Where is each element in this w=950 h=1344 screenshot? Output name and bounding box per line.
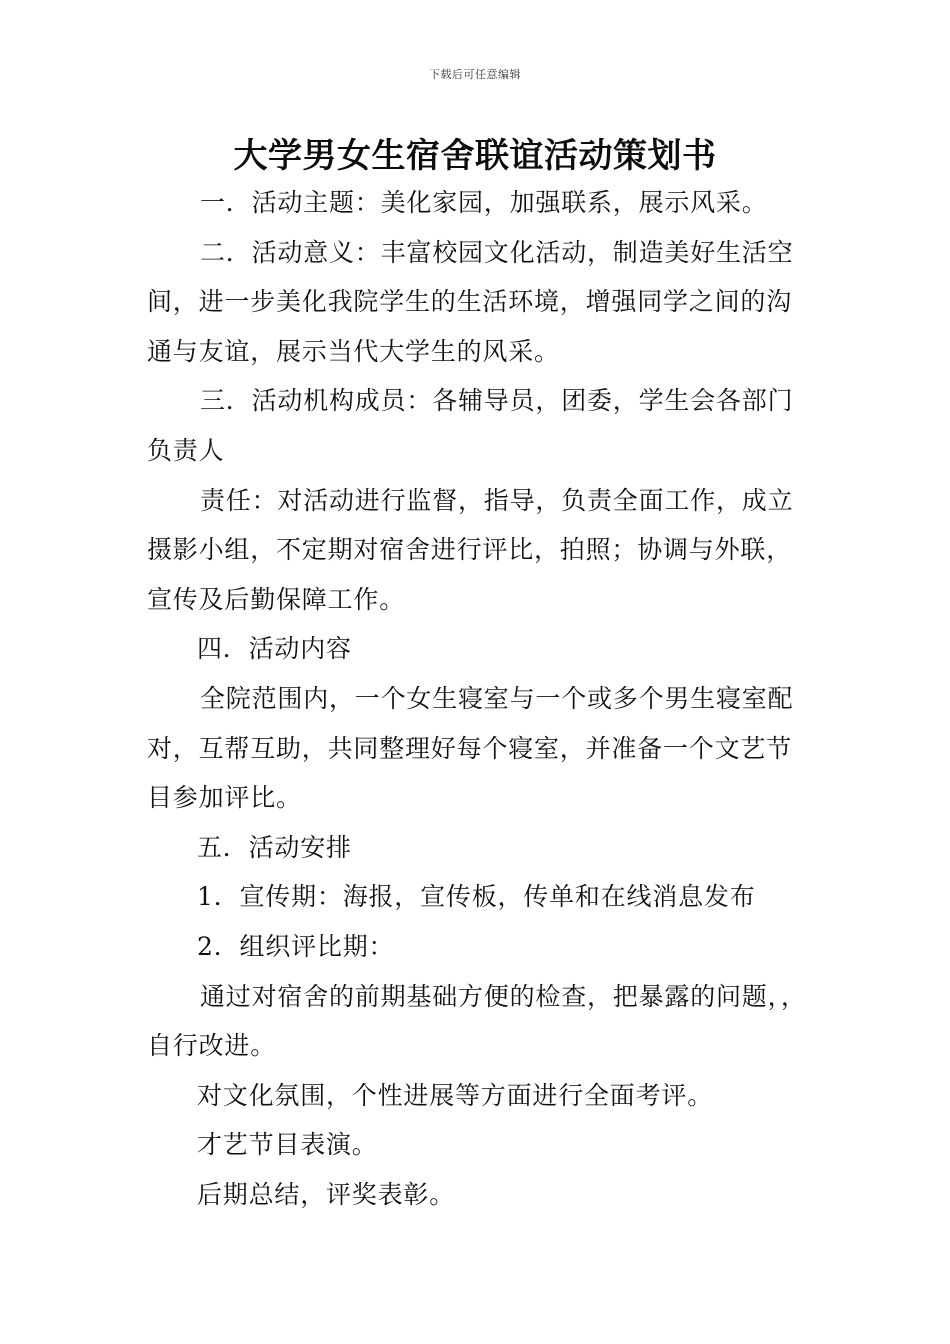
paragraph-inspection — [147, 972, 823, 1071]
paragraph-performance — [147, 1120, 823, 1170]
paragraph-line: 自行改进。 — [147, 1031, 277, 1061]
paragraph-content — [147, 674, 823, 823]
document-title: 大学男女生宿舍联谊活动策划书 — [233, 136, 717, 176]
paragraph-line: 1．宣传期：海报，宣传板，传单和在线消息发布 — [197, 882, 756, 912]
paragraph-line: 全院范围内，一个女生寝室与一个或多个男生寝室配 — [200, 683, 794, 713]
paragraph-arrangement-heading — [147, 823, 823, 873]
paragraph-line: 才艺节目表演。 — [197, 1130, 378, 1160]
paragraph-members — [147, 376, 823, 475]
paragraph-content-heading — [147, 624, 823, 674]
paragraph-culture — [147, 1071, 823, 1121]
paragraph-line: 二．活动意义：丰富校园文化活动，制造美好生活空 — [200, 237, 794, 267]
paragraph-theme — [147, 178, 823, 228]
paragraph-line: 负责人 — [147, 435, 225, 465]
document-body — [147, 178, 823, 1219]
paragraph-line: 通与友谊，展示当代大学生的风采。 — [147, 336, 560, 366]
paragraph-evaluation-heading — [147, 922, 823, 972]
paragraph-line: 三．活动机构成员：各辅导员，团委，学生会各部门 — [200, 386, 794, 416]
paragraph-line: 对文化氛围，个性进展等方面进行全面考评。 — [197, 1080, 714, 1110]
paragraph-line: 摄影小组，不定期对宿舍进行评比，拍照；协调与外联， — [147, 535, 793, 565]
paragraph-line: 一．活动主题：美化家园，加强联系，展示风采。 — [200, 188, 768, 217]
paragraph-line: 后期总结，评奖表彰。 — [197, 1179, 456, 1209]
paragraph-responsibility — [147, 476, 823, 625]
paragraph-publicity — [147, 872, 823, 922]
paragraph-line: 对，互帮互助，共同整理好每个寝室，并准备一个文艺节 — [147, 733, 793, 763]
paragraph-line: 通过对宿舍的前期基础方便的检查，把暴露的问题，， — [200, 981, 807, 1011]
paragraph-line: 目参加评比。 — [147, 783, 302, 813]
paragraph-line: 责任：对活动进行监督，指导，负责全面工作，成立 — [200, 485, 794, 515]
paragraph-line: 五．活动安排 — [197, 832, 352, 862]
header-note: 下载后可任意编辑 — [429, 68, 521, 81]
paragraph-line: 宣传及后勤保障工作。 — [147, 584, 406, 614]
paragraph-line: 2．组织评比期： — [197, 931, 395, 961]
paragraph-significance — [147, 228, 823, 377]
paragraph-line: 间，进一步美化我院学生的生活环境，增强同学之间的沟 — [147, 287, 793, 317]
paragraph-line: 四．活动内容 — [197, 634, 352, 664]
paragraph-summary — [147, 1170, 823, 1220]
